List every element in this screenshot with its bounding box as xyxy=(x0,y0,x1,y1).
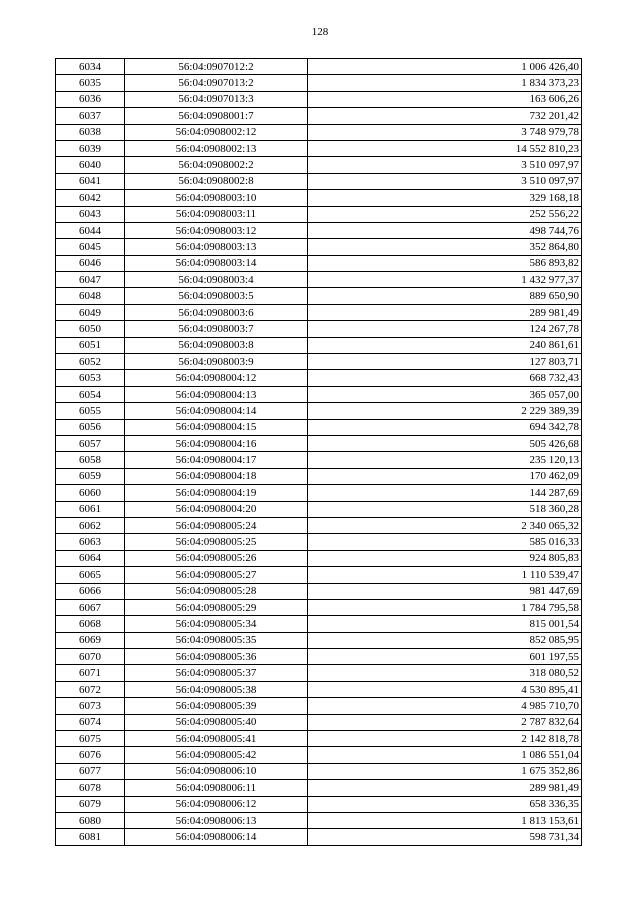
cadastral-number-cell: 56:04:0908004:17 xyxy=(125,452,308,468)
row-number-cell: 6040 xyxy=(56,157,125,173)
row-number-cell: 6056 xyxy=(56,419,125,435)
row-number-cell: 6070 xyxy=(56,649,125,665)
value-cell: 2 787 832,64 xyxy=(308,714,582,730)
row-number-cell: 6071 xyxy=(56,665,125,681)
table-row xyxy=(56,173,582,189)
page-number: 128 xyxy=(311,26,329,38)
row-number-cell: 6052 xyxy=(56,354,125,370)
row-number-cell: 6038 xyxy=(56,124,125,140)
row-number-cell: 6055 xyxy=(56,403,125,419)
table-row xyxy=(56,435,582,451)
cadastral-number-cell: 56:04:0908004:20 xyxy=(125,501,308,517)
cadastral-number-cell: 56:04:0908003:9 xyxy=(125,354,308,370)
table-row xyxy=(56,731,582,747)
value-cell: 329 168,18 xyxy=(308,190,582,206)
value-cell: 585 016,33 xyxy=(308,534,582,550)
table-row xyxy=(56,714,582,730)
cadastral-number-cell: 56:04:0908004:14 xyxy=(125,403,308,419)
table-row xyxy=(56,403,582,419)
value-cell: 252 556,22 xyxy=(308,206,582,222)
row-number-cell: 6061 xyxy=(56,501,125,517)
cadastral-number-cell: 56:04:0908006:12 xyxy=(125,796,308,812)
table-row xyxy=(56,288,582,304)
cadastral-number-cell: 56:04:0908004:18 xyxy=(125,468,308,484)
cadastral-number-cell: 56:04:0908003:6 xyxy=(125,304,308,320)
table-row xyxy=(56,239,582,255)
table-row xyxy=(56,534,582,550)
value-cell: 289 981,49 xyxy=(308,304,582,320)
cadastral-number-cell: 56:04:0908005:29 xyxy=(125,599,308,615)
value-cell: 2 340 065,32 xyxy=(308,517,582,533)
table-row xyxy=(56,550,582,566)
table-row xyxy=(56,321,582,337)
table-row xyxy=(56,419,582,435)
row-number-cell: 6051 xyxy=(56,337,125,353)
row-number-cell: 6047 xyxy=(56,272,125,288)
cadastral-number-cell: 56:04:0908005:36 xyxy=(125,649,308,665)
cadastral-number-cell: 56:04:0908006:10 xyxy=(125,763,308,779)
table-row xyxy=(56,337,582,353)
row-number-cell: 6041 xyxy=(56,173,125,189)
cadastral-number-cell: 56:04:0908002:2 xyxy=(125,157,308,173)
row-number-cell: 6074 xyxy=(56,714,125,730)
value-cell: 3 748 979,78 xyxy=(308,124,582,140)
row-number-cell: 6048 xyxy=(56,288,125,304)
cadastral-number-cell: 56:04:0908003:4 xyxy=(125,272,308,288)
value-cell: 852 085,95 xyxy=(308,632,582,648)
row-number-cell: 6049 xyxy=(56,304,125,320)
row-number-cell: 6072 xyxy=(56,681,125,697)
value-cell: 518 360,28 xyxy=(308,501,582,517)
value-cell: 586 893,82 xyxy=(308,255,582,271)
table-row xyxy=(56,665,582,681)
value-cell: 694 342,78 xyxy=(308,419,582,435)
row-number-cell: 6039 xyxy=(56,140,125,156)
value-cell: 2 229 389,39 xyxy=(308,403,582,419)
row-number-cell: 6053 xyxy=(56,370,125,386)
cadastral-number-cell: 56:04:0908003:11 xyxy=(125,206,308,222)
cadastral-number-cell: 56:04:0908003:5 xyxy=(125,288,308,304)
table-row xyxy=(56,812,582,828)
cadastral-number-cell: 56:04:0908005:39 xyxy=(125,698,308,714)
value-cell: 2 142 818,78 xyxy=(308,731,582,747)
table-row xyxy=(56,452,582,468)
table-row xyxy=(56,517,582,533)
table-row xyxy=(56,59,582,75)
table-row xyxy=(56,354,582,370)
value-cell: 732 201,42 xyxy=(308,108,582,124)
row-number-cell: 6044 xyxy=(56,222,125,238)
row-number-cell: 6058 xyxy=(56,452,125,468)
table-row xyxy=(56,108,582,124)
row-number-cell: 6034 xyxy=(56,59,125,75)
cadastral-number-cell: 56:04:0908003:8 xyxy=(125,337,308,353)
value-cell: 1 784 795,58 xyxy=(308,599,582,615)
row-number-cell: 6036 xyxy=(56,91,125,107)
value-cell: 1 834 373,23 xyxy=(308,75,582,91)
row-number-cell: 6080 xyxy=(56,812,125,828)
value-cell: 598 731,34 xyxy=(308,829,582,845)
value-cell: 1 110 539,47 xyxy=(308,567,582,583)
value-cell: 14 552 810,23 xyxy=(308,140,582,156)
table-row xyxy=(56,829,582,845)
table-row xyxy=(56,747,582,763)
row-number-cell: 6063 xyxy=(56,534,125,550)
cadastral-number-cell: 56:04:0907013:2 xyxy=(125,75,308,91)
value-cell: 1 675 352,86 xyxy=(308,763,582,779)
cadastral-number-cell: 56:04:0908002:8 xyxy=(125,173,308,189)
value-cell: 505 426,68 xyxy=(308,435,582,451)
table-row xyxy=(56,91,582,107)
cadastral-number-cell: 56:04:0908005:34 xyxy=(125,616,308,632)
registry-table xyxy=(55,58,582,846)
value-cell: 668 732,43 xyxy=(308,370,582,386)
row-number-cell: 6065 xyxy=(56,567,125,583)
value-cell: 4 985 710,70 xyxy=(308,698,582,714)
row-number-cell: 6079 xyxy=(56,796,125,812)
cadastral-number-cell: 56:04:0908005:27 xyxy=(125,567,308,583)
value-cell: 981 447,69 xyxy=(308,583,582,599)
table-row xyxy=(56,75,582,91)
row-number-cell: 6050 xyxy=(56,321,125,337)
row-number-cell: 6064 xyxy=(56,550,125,566)
table-row xyxy=(56,567,582,583)
cadastral-number-cell: 56:04:0908005:40 xyxy=(125,714,308,730)
value-cell: 498 744,76 xyxy=(308,222,582,238)
cadastral-number-cell: 56:04:0908004:19 xyxy=(125,485,308,501)
table-row xyxy=(56,190,582,206)
row-number-cell: 6054 xyxy=(56,386,125,402)
row-number-cell: 6073 xyxy=(56,698,125,714)
table-row xyxy=(56,763,582,779)
value-cell: 3 510 097,97 xyxy=(308,157,582,173)
value-cell: 4 530 895,41 xyxy=(308,681,582,697)
value-cell: 1 006 426,40 xyxy=(308,59,582,75)
cadastral-number-cell: 56:04:0908002:13 xyxy=(125,140,308,156)
value-cell: 658 336,35 xyxy=(308,796,582,812)
table-row xyxy=(56,681,582,697)
row-number-cell: 6057 xyxy=(56,435,125,451)
row-number-cell: 6046 xyxy=(56,255,125,271)
value-cell: 365 057,00 xyxy=(308,386,582,402)
value-cell: 1 432 977,37 xyxy=(308,272,582,288)
cadastral-number-cell: 56:04:0908005:25 xyxy=(125,534,308,550)
cadastral-number-cell: 56:04:0908005:28 xyxy=(125,583,308,599)
cadastral-number-cell: 56:04:0908006:11 xyxy=(125,780,308,796)
table-row xyxy=(56,649,582,665)
table-row xyxy=(56,632,582,648)
table-row xyxy=(56,370,582,386)
value-cell: 352 864,80 xyxy=(308,239,582,255)
row-number-cell: 6045 xyxy=(56,239,125,255)
cadastral-number-cell: 56:04:0908003:14 xyxy=(125,255,308,271)
cadastral-number-cell: 56:04:0908005:26 xyxy=(125,550,308,566)
value-cell: 601 197,55 xyxy=(308,649,582,665)
cadastral-number-cell: 56:04:0908004:12 xyxy=(125,370,308,386)
table-row xyxy=(56,140,582,156)
cadastral-number-cell: 56:04:0908003:13 xyxy=(125,239,308,255)
cadastral-number-cell: 56:04:0908005:38 xyxy=(125,681,308,697)
cadastral-number-cell: 56:04:0908004:16 xyxy=(125,435,308,451)
cadastral-number-cell: 56:04:0908003:7 xyxy=(125,321,308,337)
cadastral-number-cell: 56:04:0908005:37 xyxy=(125,665,308,681)
value-cell: 1 086 551,04 xyxy=(308,747,582,763)
cadastral-number-cell: 56:04:0908005:24 xyxy=(125,517,308,533)
row-number-cell: 6043 xyxy=(56,206,125,222)
row-number-cell: 6077 xyxy=(56,763,125,779)
value-cell: 815 001,54 xyxy=(308,616,582,632)
table-row xyxy=(56,157,582,173)
value-cell: 889 650,90 xyxy=(308,288,582,304)
value-cell: 163 606,26 xyxy=(308,91,582,107)
table-row xyxy=(56,386,582,402)
table-row xyxy=(56,255,582,271)
row-number-cell: 6078 xyxy=(56,780,125,796)
row-number-cell: 6069 xyxy=(56,632,125,648)
cadastral-number-cell: 56:04:0908005:41 xyxy=(125,731,308,747)
row-number-cell: 6059 xyxy=(56,468,125,484)
table-row xyxy=(56,222,582,238)
value-cell: 1 813 153,61 xyxy=(308,812,582,828)
table-row xyxy=(56,468,582,484)
cadastral-number-cell: 56:04:0908006:13 xyxy=(125,812,308,828)
table-row xyxy=(56,501,582,517)
cadastral-number-cell: 56:04:0908005:42 xyxy=(125,747,308,763)
cadastral-number-cell: 56:04:0908005:35 xyxy=(125,632,308,648)
value-cell: 240 861,61 xyxy=(308,337,582,353)
cadastral-number-cell: 56:04:0908004:13 xyxy=(125,386,308,402)
row-number-cell: 6068 xyxy=(56,616,125,632)
cadastral-number-cell: 56:04:0908003:10 xyxy=(125,190,308,206)
value-cell: 144 287,69 xyxy=(308,485,582,501)
row-number-cell: 6060 xyxy=(56,485,125,501)
value-cell: 235 120,13 xyxy=(308,452,582,468)
table-row xyxy=(56,796,582,812)
registry-table-body xyxy=(56,59,582,846)
table-row xyxy=(56,124,582,140)
table-row xyxy=(56,780,582,796)
table-row xyxy=(56,206,582,222)
value-cell: 289 981,49 xyxy=(308,780,582,796)
row-number-cell: 6067 xyxy=(56,599,125,615)
row-number-cell: 6042 xyxy=(56,190,125,206)
table-row xyxy=(56,616,582,632)
value-cell: 127 803,71 xyxy=(308,354,582,370)
value-cell: 124 267,78 xyxy=(308,321,582,337)
row-number-cell: 6066 xyxy=(56,583,125,599)
cadastral-number-cell: 56:04:0908004:15 xyxy=(125,419,308,435)
cadastral-number-cell: 56:04:0908001:7 xyxy=(125,108,308,124)
value-cell: 3 510 097,97 xyxy=(308,173,582,189)
value-cell: 924 805,83 xyxy=(308,550,582,566)
cadastral-number-cell: 56:04:0907013:3 xyxy=(125,91,308,107)
row-number-cell: 6075 xyxy=(56,731,125,747)
cadastral-number-cell: 56:04:0907012:2 xyxy=(125,59,308,75)
row-number-cell: 6037 xyxy=(56,108,125,124)
row-number-cell: 6081 xyxy=(56,829,125,845)
row-number-cell: 6035 xyxy=(56,75,125,91)
cadastral-number-cell: 56:04:0908006:14 xyxy=(125,829,308,845)
row-number-cell: 6062 xyxy=(56,517,125,533)
value-cell: 318 080,52 xyxy=(308,665,582,681)
table-row xyxy=(56,583,582,599)
table-row xyxy=(56,304,582,320)
table-row xyxy=(56,599,582,615)
table-row xyxy=(56,698,582,714)
table-row xyxy=(56,485,582,501)
cadastral-number-cell: 56:04:0908003:12 xyxy=(125,222,308,238)
row-number-cell: 6076 xyxy=(56,747,125,763)
value-cell: 170 462,09 xyxy=(308,468,582,484)
cadastral-number-cell: 56:04:0908002:12 xyxy=(125,124,308,140)
table-row xyxy=(56,272,582,288)
